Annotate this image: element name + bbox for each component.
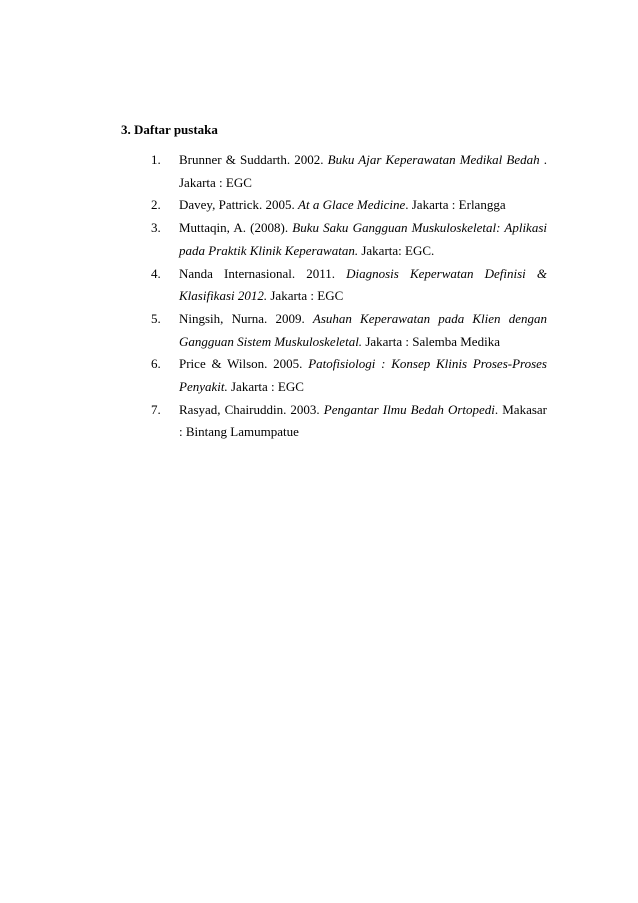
reference-number: 7.: [151, 401, 161, 417]
reference-text: [179, 263, 547, 308]
reference-title: Buku Saku Gangguan Muskuloskeletal: Aplikasi pada Praktik Klinik Keperawatan.: [179, 220, 547, 258]
reference-item: [151, 353, 547, 398]
reference-text: [179, 149, 547, 194]
reference-number: 5.: [151, 310, 161, 326]
reference-publisher: Jakarta : Salemba Medika: [362, 333, 500, 349]
reference-title: Diagnosis Keperwatan Definisi & Klasifikasi 2012.: [179, 265, 547, 304]
reference-item: [151, 194, 547, 217]
reference-title: Asuhan Keperawatan pada Klien dengan Gangguan Sistem Muskuloskeletal.: [179, 310, 547, 349]
reference-publisher: Jakarta: EGC.: [358, 242, 435, 258]
reference-item: [151, 399, 547, 444]
reference-item: [151, 263, 547, 308]
reference-title: Buku Ajar Keperawatan Medikal Bedah: [327, 152, 540, 167]
reference-number: 2.: [151, 197, 161, 213]
reference-text: [179, 217, 547, 262]
reference-authors: Ningsih, Nurna. 2009.: [179, 310, 313, 326]
reference-number: 4.: [151, 265, 161, 281]
reference-authors: Brunner & Suddarth. 2002.: [179, 152, 328, 167]
reference-number: 1.: [151, 152, 161, 167]
reference-authors: Davey, Pattrick. 2005.: [179, 197, 299, 213]
reference-authors: Muttaqin, A. (2008).: [179, 220, 293, 236]
reference-publisher: Jakarta : EGC: [227, 379, 304, 395]
reference-list: [151, 149, 547, 444]
reference-text: [179, 194, 547, 217]
reference-text: [179, 399, 547, 444]
reference-item: [151, 217, 547, 262]
reference-number: 6.: [151, 356, 161, 372]
reference-item: [151, 308, 547, 353]
reference-publisher: Jakarta : EGC: [267, 288, 344, 304]
reference-authors: Rasyad, Chairuddin. 2003.: [179, 401, 324, 417]
reference-authors: Nanda Internasional. 2011.: [179, 265, 347, 281]
reference-title: Pengantar Ilmu Bedah Ortopedi: [323, 401, 495, 417]
reference-publisher: . Jakarta : EGC: [179, 152, 548, 190]
reference-text: [179, 353, 547, 398]
section-heading: 3. Daftar pustaka: [121, 122, 218, 137]
reference-authors: Price & Wilson. 2005.: [179, 356, 309, 372]
reference-text: [179, 308, 547, 353]
reference-number: 3.: [151, 220, 161, 236]
reference-item: [151, 149, 547, 194]
reference-publisher: . Jakarta : Erlangga: [405, 197, 506, 213]
reference-publisher: . Makasar : Bintang Lamumpatue: [179, 401, 547, 440]
reference-title: At a Glace Medicine: [298, 197, 406, 213]
reference-title: Patofisiologi : Konsep Klinis Proses-Proses Penyakit.: [179, 356, 547, 395]
